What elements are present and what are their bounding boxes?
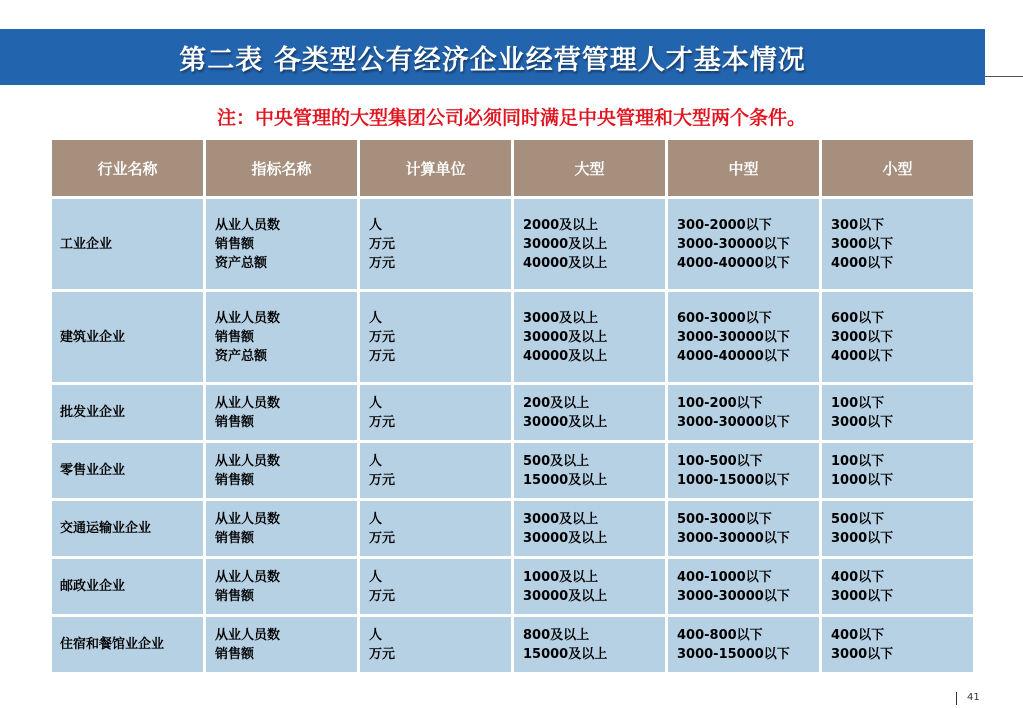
medium-cell: 500-3000以下 3000-30000以下 bbox=[668, 501, 819, 556]
indicator-cell: 从业人员数 销售额 资产总额 bbox=[206, 292, 357, 382]
industry-cell: 批发业企业 bbox=[52, 385, 203, 440]
industry-cell: 零售业企业 bbox=[52, 443, 203, 498]
unit-cell: 人 万元 bbox=[360, 559, 511, 614]
table-row bbox=[52, 559, 973, 614]
page-title: 第二表 各类型公有经济企业经营管理人才基本情况 bbox=[179, 44, 806, 76]
table-row bbox=[52, 199, 973, 289]
unit-cell: 人 万元 万元 bbox=[360, 292, 511, 382]
large-cell: 800及以上 15000及以上 bbox=[514, 617, 665, 672]
page-number-divider bbox=[956, 692, 957, 705]
unit-cell: 人 万元 bbox=[360, 443, 511, 498]
indicator-cell: 从业人员数 销售额 bbox=[206, 385, 357, 440]
small-cell: 500以下 3000以下 bbox=[822, 501, 973, 556]
large-cell: 3000及以上 30000及以上 40000及以上 bbox=[514, 292, 665, 382]
small-cell: 100以下 3000以下 bbox=[822, 385, 973, 440]
small-cell: 300以下 3000以下 4000以下 bbox=[822, 199, 973, 289]
unit-cell: 人 万元 bbox=[360, 617, 511, 672]
small-cell: 400以下 3000以下 bbox=[822, 617, 973, 672]
unit-cell: 人 万元 万元 bbox=[360, 199, 511, 289]
small-cell: 600以下 3000以下 4000以下 bbox=[822, 292, 973, 382]
note-text: 注：中央管理的大型集团公司必须同时满足中央管理和大型两个条件。 bbox=[216, 107, 806, 129]
large-cell: 500及以上 15000及以上 bbox=[514, 443, 665, 498]
unit-cell: 人 万元 bbox=[360, 385, 511, 440]
medium-cell: 100-500以下 1000-15000以下 bbox=[668, 443, 819, 498]
industry-cell: 住宿和餐馆业企业 bbox=[52, 617, 203, 672]
classification-table bbox=[49, 137, 976, 675]
table-row bbox=[52, 617, 973, 672]
indicator-cell: 从业人员数 销售额 bbox=[206, 501, 357, 556]
header-medium: 中型 bbox=[668, 140, 819, 196]
indicator-cell: 从业人员数 销售额 bbox=[206, 443, 357, 498]
medium-cell: 400-800以下 3000-15000以下 bbox=[668, 617, 819, 672]
small-cell: 400以下 3000以下 bbox=[822, 559, 973, 614]
page-number: 41 bbox=[967, 692, 980, 703]
header-industry: 行业名称 bbox=[52, 140, 203, 196]
large-cell: 1000及以上 30000及以上 bbox=[514, 559, 665, 614]
industry-cell: 交通运输业企业 bbox=[52, 501, 203, 556]
industry-cell: 建筑业企业 bbox=[52, 292, 203, 382]
large-cell: 2000及以上 30000及以上 40000及以上 bbox=[514, 199, 665, 289]
medium-cell: 100-200以下 3000-30000以下 bbox=[668, 385, 819, 440]
industry-cell: 工业企业 bbox=[52, 199, 203, 289]
indicator-cell: 从业人员数 销售额 资产总额 bbox=[206, 199, 357, 289]
header-small: 小型 bbox=[822, 140, 973, 196]
header-unit: 计算单位 bbox=[360, 140, 511, 196]
medium-cell: 600-3000以下 3000-30000以下 4000-40000以下 bbox=[668, 292, 819, 382]
small-cell: 100以下 1000以下 bbox=[822, 443, 973, 498]
header-indicator: 指标名称 bbox=[206, 140, 357, 196]
medium-cell: 400-1000以下 3000-30000以下 bbox=[668, 559, 819, 614]
table-header-row bbox=[52, 140, 973, 196]
unit-cell: 人 万元 bbox=[360, 501, 511, 556]
title-rule bbox=[985, 76, 1023, 77]
large-cell: 200及以上 30000及以上 bbox=[514, 385, 665, 440]
indicator-cell: 从业人员数 销售额 bbox=[206, 559, 357, 614]
table-row bbox=[52, 501, 973, 556]
title-bar bbox=[0, 29, 985, 85]
medium-cell: 300-2000以下 3000-30000以下 4000-40000以下 bbox=[668, 199, 819, 289]
industry-cell: 邮政业企业 bbox=[52, 559, 203, 614]
table-row bbox=[52, 385, 973, 440]
large-cell: 3000及以上 30000及以上 bbox=[514, 501, 665, 556]
table-row bbox=[52, 292, 973, 382]
indicator-cell: 从业人员数 销售额 bbox=[206, 617, 357, 672]
header-large: 大型 bbox=[514, 140, 665, 196]
table-row bbox=[52, 443, 973, 498]
